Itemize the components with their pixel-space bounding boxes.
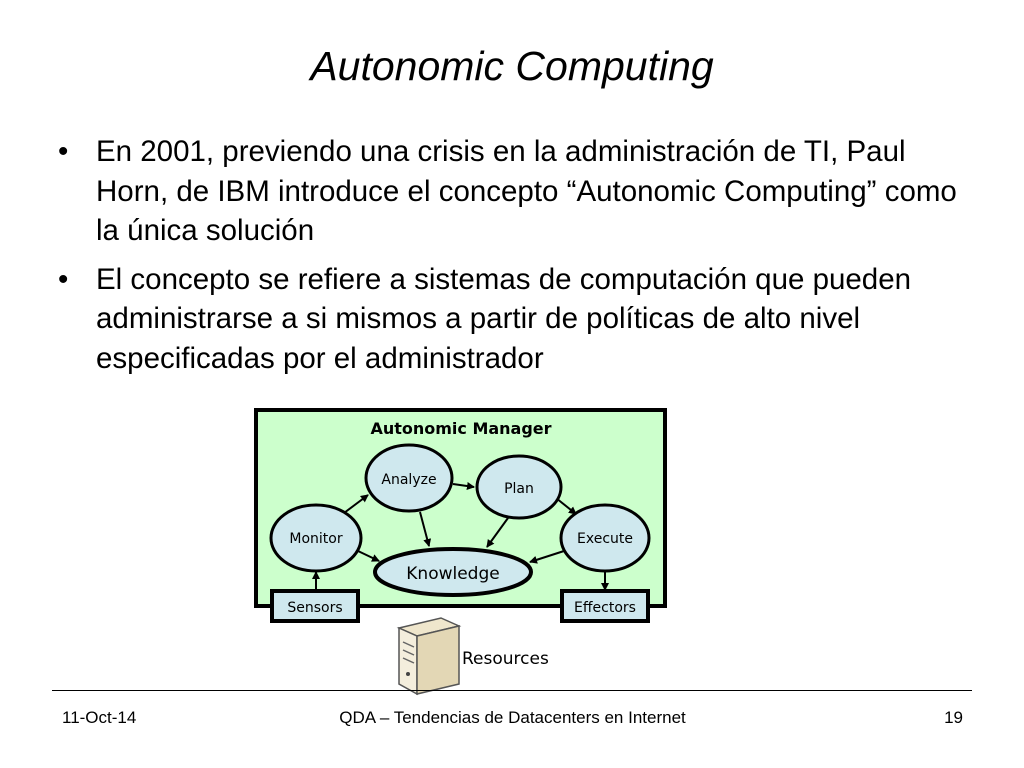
autonomic-manager-diagram — [250, 404, 670, 696]
plan-label: Plan — [504, 481, 534, 497]
bullet-text: En 2001, previendo una crisis en la administración de TI, Paul Horn, de IBM introduce el concepto “Autonomic Computing” como la única solución — [96, 135, 957, 247]
sensors-label: Sensors — [287, 600, 343, 616]
knowledge-label: Knowledge — [406, 564, 500, 584]
manager-label: Autonomic Manager — [370, 419, 552, 438]
bullet-item — [58, 132, 978, 251]
effectors-label: Effectors — [574, 600, 636, 616]
bullet-icon: • — [58, 262, 69, 296]
page-number: 19 — [944, 708, 963, 727]
footer-title: QDA – Tendencias de Datacenters en Internet — [339, 708, 686, 727]
monitor-label: Monitor — [289, 531, 343, 547]
analyze-label: Analyze — [381, 472, 437, 488]
resources-label: Resources — [462, 649, 549, 669]
bullet-text: El concepto se refiere a sistemas de computación que pueden administrarse a si mismos a partir de políticas de alto nivel especificadas por el administrador — [96, 262, 912, 375]
slide-title: Autonomic Computing — [310, 43, 714, 89]
bullet-icon: • — [58, 135, 69, 168]
footer-divider — [52, 690, 972, 691]
execute-label: Execute — [577, 531, 633, 547]
footer-date: 11-Oct-14 — [62, 708, 137, 727]
bullet-list — [58, 132, 978, 387]
bullet-item — [58, 260, 978, 379]
server-icon — [399, 618, 459, 694]
